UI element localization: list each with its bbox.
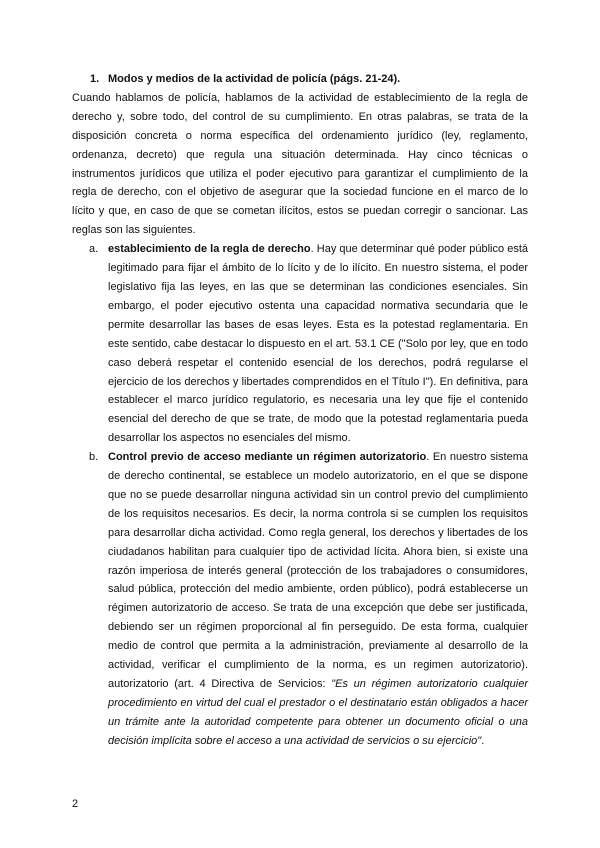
intro-paragraph: Cuando hablamos de policía, hablamos de la actividad de establecimiento de la regla de derecho y, sobre todo, del control de su cumplimiento. En otras palabras, se trata de la disposición concreta o norma específica del ordenamiento jurídico (ley, reglamento, ordenanza, decreto) que regula una situación determinada. Hay cinco técnicas o instrumentos jurídicos que utiliza el poder ejecutivo para garantizar el cumplimiento de la regla de derecho, con el objetivo de asegurar que la sociedad funcione en el marco de lo lícito y que, en caso de que se cometan ilícitos, estos se puedan corregir o sancionar. Las reglas son las siguientes.	[72, 91, 528, 237]
page-content	[72, 70, 528, 751]
list-item	[72, 448, 528, 751]
list-marker: a.	[89, 243, 99, 256]
section-heading	[72, 70, 528, 89]
section-number: 1.	[90, 73, 100, 85]
directive-quote: "Es un régimen autorizatorio cualquier procedimiento en virtud del cual el prestador o el destinatario están obligados a hacer un trámite ante la autoridad competente para obtener un documento oficial o una decisión implícita sobre el acceso a una actividad de servicios o su ejercicio"	[108, 678, 528, 747]
list-item-title: establecimiento de la regla de derecho	[108, 243, 311, 256]
page-number: 2	[72, 798, 79, 810]
list-item-text	[108, 448, 528, 751]
list-item-end: .	[481, 734, 485, 747]
list-item	[72, 240, 528, 448]
list-item-text	[108, 240, 528, 448]
list-item-body: . En nuestro sistema de derecho continental, se establece un modelo autorizatorio, en el que se dispone que no se puede desarrollar ninguna actividad sin un control previo del cumplimiento de los requisitos necesarios. Es decir, la norma controla si se cumplen los requisitos para desarrollar dicha actividad. Como regla general, los derechos y libertades de los ciudadanos habilitan para cualquier tipo de actividad lícita. Ahora bien, si existe una razón imperiosa de interés general (protección de los trabajadores o consumidores, salud pública, protección del medio ambiente, orden público), podrá establecerse un régimen autorizatorio de acceso. Se trata de una excepción que debe ser justificada, debiendo ser un régimen proporcional al fin perseguido. De esta forma, cualquier medio de control que permita a la administración, previamente al desarrollo de la actividad, verificar el cumplimiento de la norma, es un regimen autorizatorio). autorizatorio (art. 4 Directiva de Servicios:	[108, 451, 528, 690]
rules-list	[72, 240, 528, 750]
list-item-title: Control previo de acceso mediante un régimen autorizatorio	[108, 451, 427, 464]
list-item-body: . Hay que determinar qué poder público está legitimado para fijar el ámbito de lo lícito y de lo ilícito. En nuestro sistema, el poder legislativo fija las leyes, en las que se determinan las condiciones esenciales. Sin embargo, el poder ejecutivo ostenta una capacidad normativa secundaria que le permite desarrollar las bases de esas leyes. Esta es la potestad reglamentaria. En este sentido, cabe destacar lo dispuesto en el art. 53.1 CE ("Solo por ley, que en todo caso deberá respetar el contenido esencial de los derechos, podrá regularse el ejercicio de los derechos y libertades comprendidos en el Título I"). En definitiva, para establecer el marco jurídico regulatorio, es necesaria una ley que fije el contenido esencial del derecho de que se trate, de modo que la potestad reglamentaria pueda desarrollar los aspectos no esenciales del mismo.	[108, 243, 528, 445]
section-title: Modos y medios de la actividad de policía (págs. 21-24).	[108, 73, 401, 85]
list-marker: b.	[89, 451, 99, 464]
